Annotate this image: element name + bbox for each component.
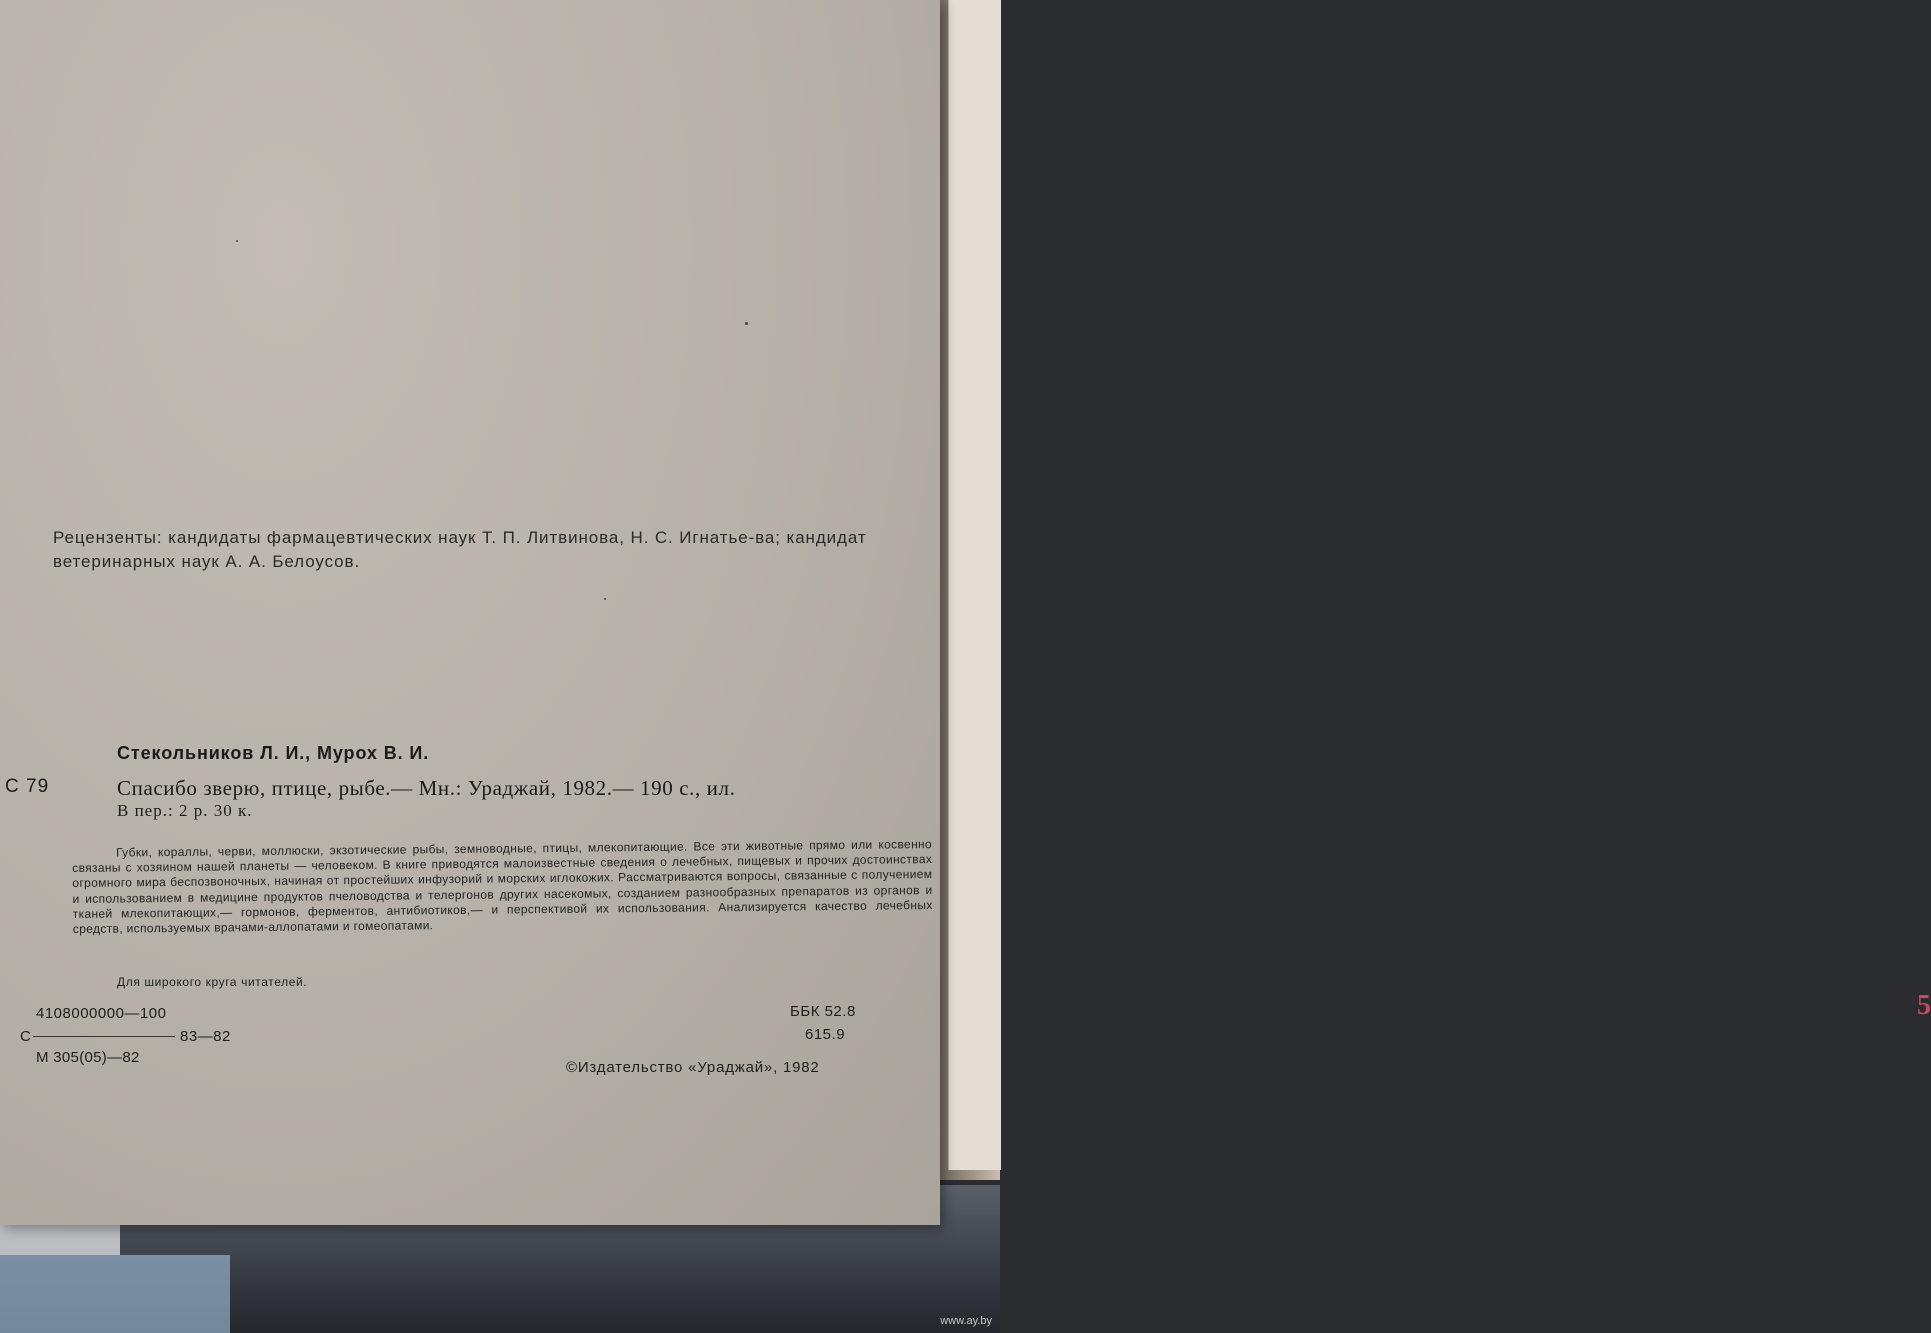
authors-heading: Стекольников Л. И., Мурох В. И.	[117, 743, 430, 763]
background-object-blue	[0, 1255, 230, 1333]
adjacent-page	[948, 0, 1931, 1170]
udk-code: 615.9	[805, 1026, 846, 1043]
page-number: 5	[1917, 990, 1931, 1021]
catalog-number-bottom: М 305(05)—82	[36, 1049, 140, 1066]
paper-speck	[236, 240, 238, 242]
catalog-fraction-rule	[33, 1036, 175, 1037]
bbk-code: ББК 52.8	[790, 1003, 856, 1020]
copyright-line: ©Издательство «Ураджай», 1982	[566, 1059, 820, 1076]
reviewers-text: Рецензенты: кандидаты фармацевтических наук Т. П. Литвинова, Н. С. Игнатье-ва; кандидат ветеринарных наук А. А. Белоусов.	[53, 528, 867, 571]
catalog-number-right: 83—82	[180, 1028, 231, 1045]
audience-note: Для широкого круга читателей.	[117, 975, 308, 989]
library-index-code: С 79	[5, 776, 50, 797]
paper-speck	[745, 322, 748, 325]
catalog-letter: С	[20, 1028, 31, 1045]
price-line: В пер.: 2 р. 30 к.	[117, 801, 253, 820]
book-page	[0, 0, 940, 1225]
paper-speck	[604, 598, 606, 600]
catalog-number-top: 4108000000—100	[36, 1005, 167, 1022]
bibliographic-title: Спасибо зверю, птице, рыбе.— Мн.: Ураджай, 1982.— 190 с., ил.	[117, 776, 736, 800]
annotation-paragraph: Губки, кораллы, черви, моллюски, экзотические рыбы, земноводные, птицы, млекопитающие. Все эти животные прямо или косвенно связаны с хозяином нашей планеты — человеком. В книге приводятся малоизвестные сведения о лечебных, пищевых и прочих достоинствах огромного мира беспозвоночных, начиная от простейших инфузорий и морских иглокожих. Рассматриваются вопросы, связанные с получением и использованием в медицине продуктов пчеловодства и телергонов других насекомых, созданием разнообразных препаратов из органов и тканей млекопитающих,— гормонов, ферментов, антибиотиков,— и перспективой их использования. Анализируется качество лечебных средств, используемых врачами-аллопатами и гомеопатами.	[72, 836, 933, 937]
watermark: www.ay.by	[940, 1315, 992, 1327]
